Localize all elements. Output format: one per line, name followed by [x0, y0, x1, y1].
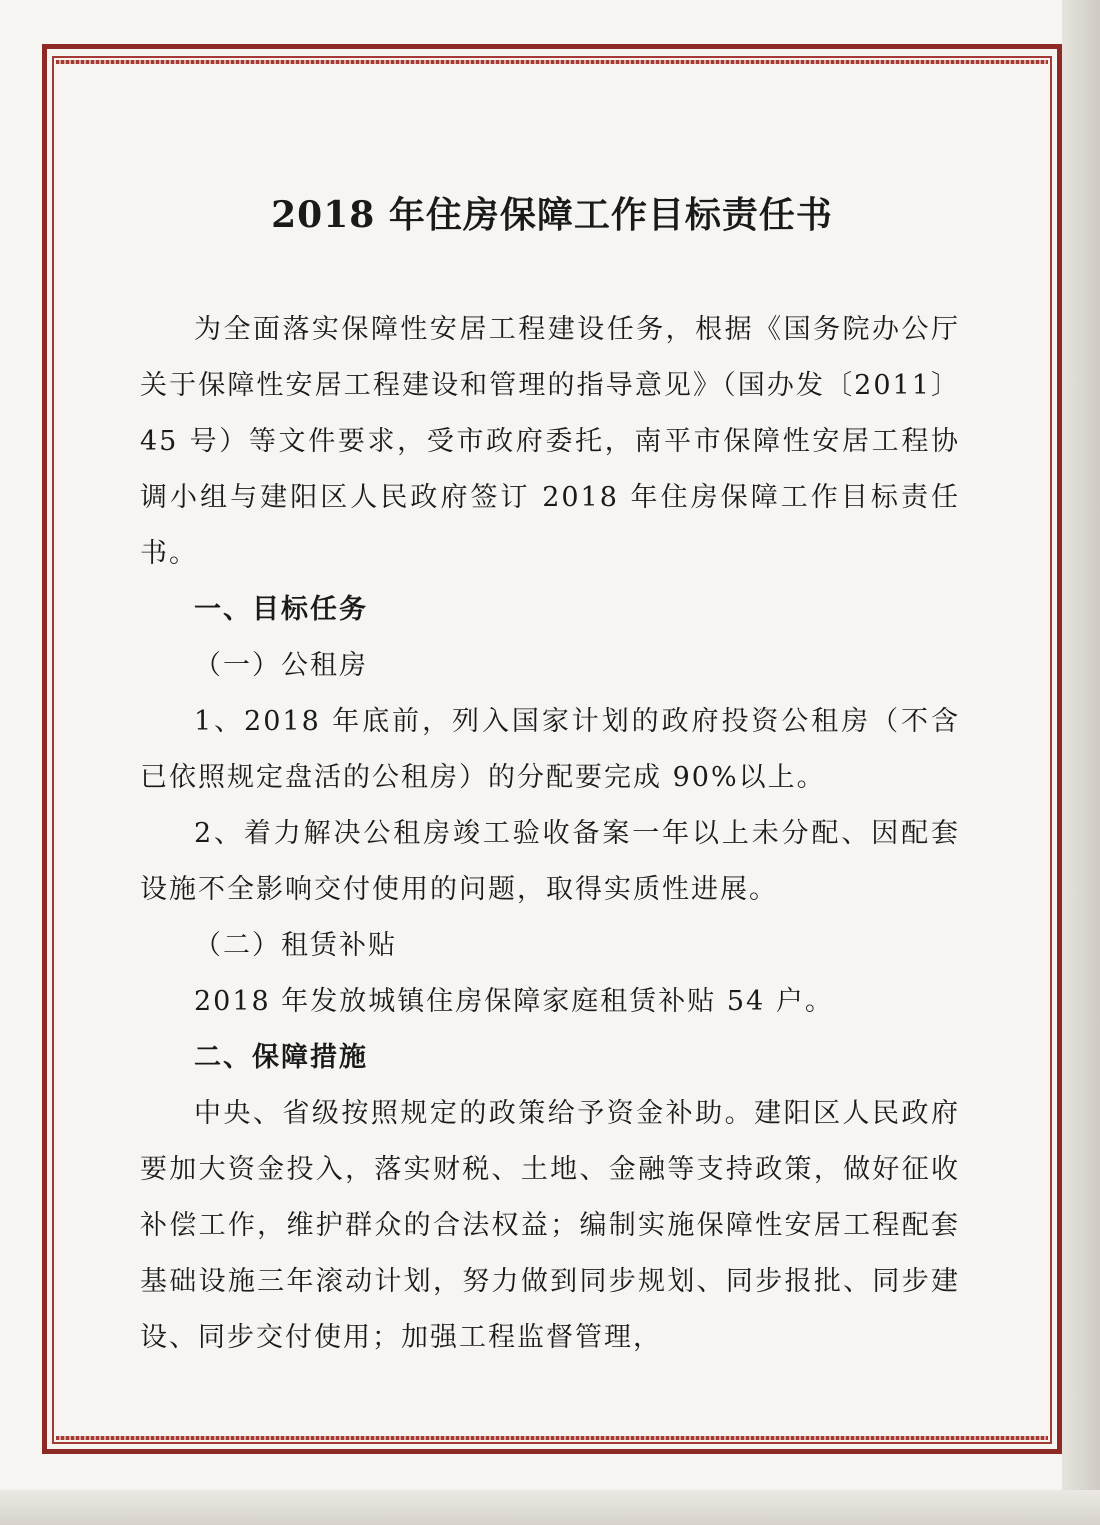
intro-paragraph: 为全面落实保障性安居工程建设任务，根据《国务院办公厅关于保障性安居工程建设和管理的指导意见》（国办发〔2011〕45 号）等文件要求，受市政府委托，南平市保障性安居工程协调小组与建阳区人民政府签订 2018 年住房保障工作目标责任书。 — [140, 314, 960, 569]
page-edge-bottom — [0, 1490, 1100, 1525]
decorative-band-bottom — [56, 1436, 1048, 1440]
subsection-heading-public-rental: （一）公租房 — [194, 650, 368, 681]
subsection-heading-rental-subsidy: （二）租赁补贴 — [194, 930, 397, 961]
rental-subsidy-paragraph: 2018 年发放城镇住房保障家庭租赁补贴 54 户。 — [194, 986, 834, 1017]
document-title: 2018 年住房保障工作目标责任书 — [271, 194, 833, 236]
section-heading-goals: 一、目标任务 — [194, 594, 368, 625]
goal-item-2: 2、着力解决公租房竣工验收备案一年以上未分配、因配套设施不全影响交付使用的问题，取得实质性进展。 — [140, 818, 960, 905]
goal-item-1: 1、2018 年底前，列入国家计划的政府投资公租房（不含已依照规定盘活的公租房）的分配要完成 90%以上。 — [140, 706, 960, 793]
decorative-band-top — [56, 60, 1048, 64]
document-body — [140, 302, 960, 1366]
measures-paragraph: 中央、省级按照规定的政策给予资金补助。建阳区人民政府要加大资金投入，落实财税、土地、金融等支持政策，做好征收补偿工作，维护群众的合法权益；编制实施保障性安居工程配套基础设施三年滚动计划，努力做到同步规划、同步报批、同步建设、同步交付使用；加强工程监督管理， — [140, 1098, 960, 1353]
page-edge-right — [1062, 0, 1100, 1525]
section-heading-measures: 二、保障措施 — [194, 1042, 368, 1073]
